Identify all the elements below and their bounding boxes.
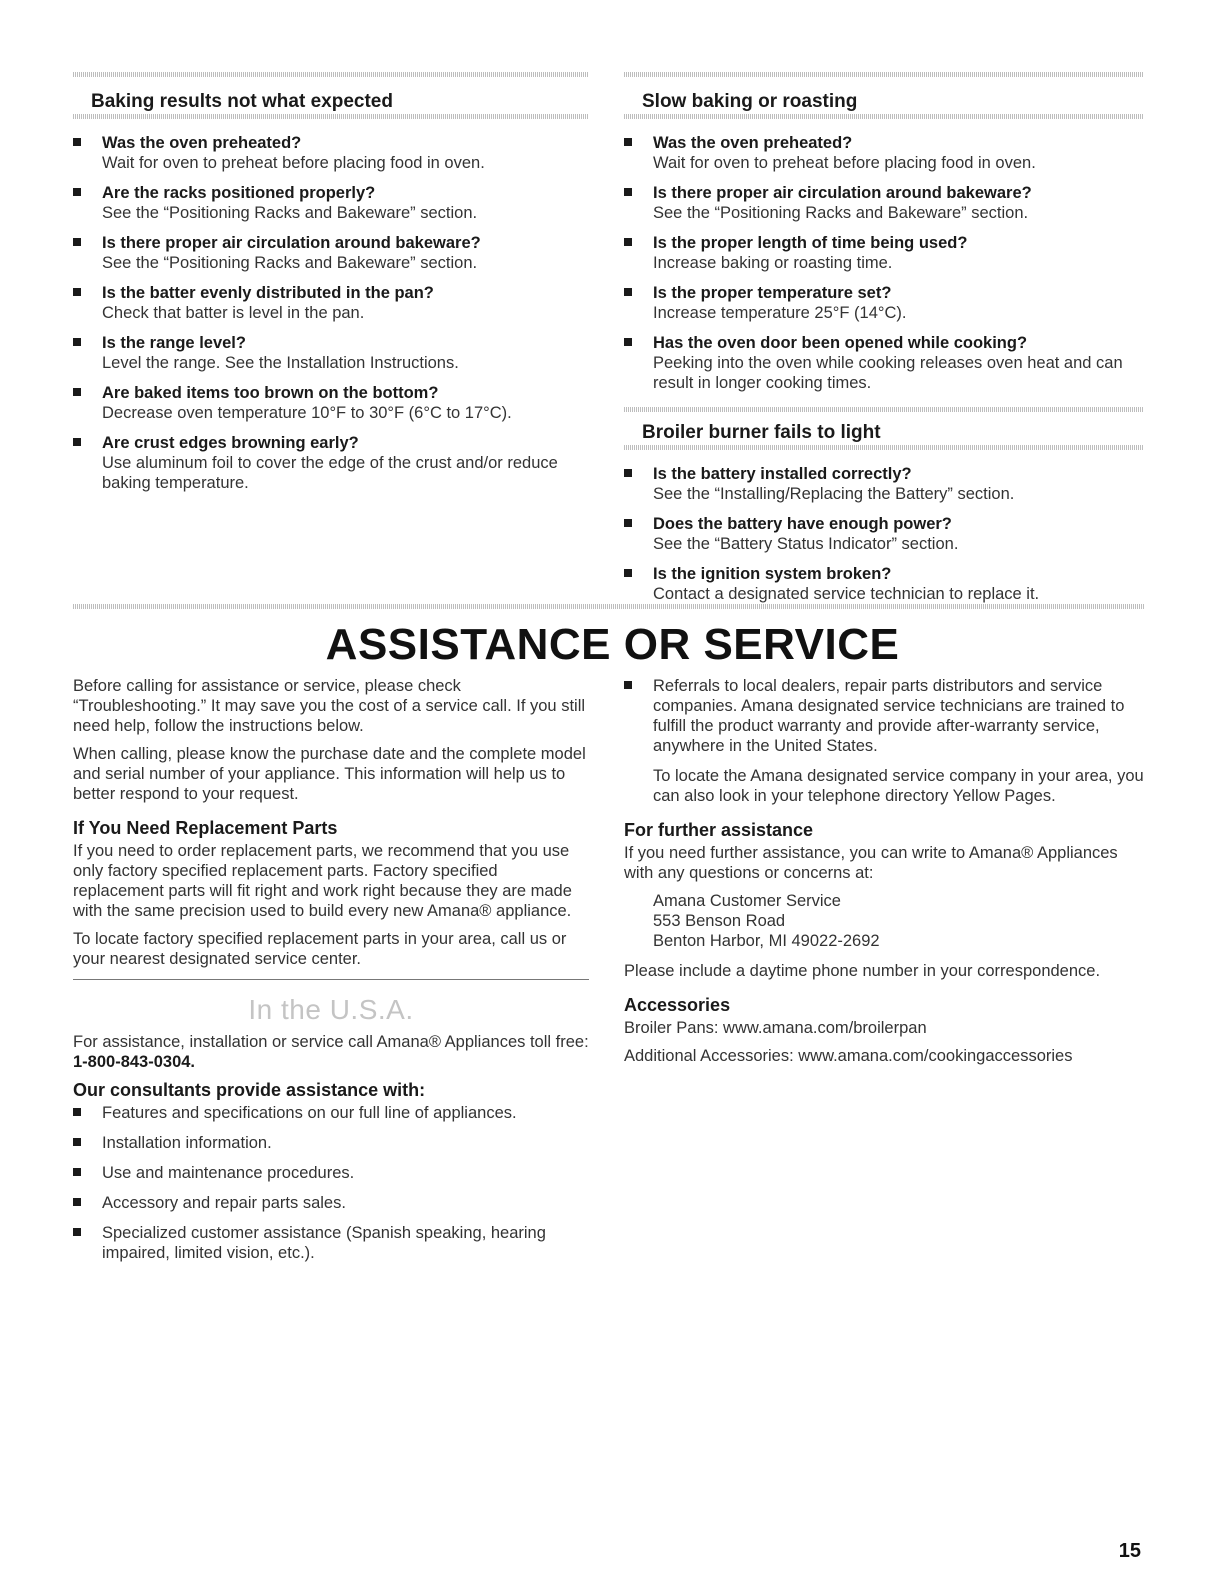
usa-text: For assistance, installation or service call Amana® Appliances toll free:: [73, 1033, 589, 1051]
list-item: [73, 383, 589, 423]
question: Does the battery have enough power?: [653, 515, 952, 533]
list-item: [73, 1163, 589, 1183]
section-heading: Slow baking or roasting: [642, 91, 858, 112]
question: Was the oven preheated?: [102, 134, 302, 152]
list-item: [73, 133, 589, 173]
list-item: [624, 333, 1144, 393]
address-line: 553 Benson Road: [653, 912, 786, 930]
list-item: [73, 433, 589, 493]
further-assistance-paragraph: If you need further assistance, you can write to Amana® Appliances with any questions or concerns at:: [624, 844, 1118, 882]
bullet-square-icon: [73, 388, 81, 396]
baking-results-section: [73, 72, 589, 503]
bullet-square-icon: [73, 438, 81, 446]
bullet-square-icon: [624, 519, 632, 527]
slow-question-list: [624, 133, 1144, 393]
list-item: [73, 183, 589, 223]
answer: Contact a designated service technician to replace it.: [653, 585, 1040, 603]
list-item-text: Referrals to local dealers, repair parts distributors and service companies. Amana designated service technicians are trained to fulfill the product warranty and provide after-warranty service, anywhere in the United States.: [653, 677, 1125, 755]
phone-number: 1-800-843-0304.: [73, 1053, 196, 1071]
question: Has the oven door been opened while cooking?: [653, 334, 1028, 352]
replacement-parts-heading: If You Need Replacement Parts: [73, 818, 338, 838]
bullet-square-icon: [73, 188, 81, 196]
question: Are the racks positioned properly?: [102, 184, 376, 202]
full-width-rule: [73, 604, 1144, 609]
bullet-square-icon: [73, 138, 81, 146]
bullet-square-icon: [73, 338, 81, 346]
consultants-list: [73, 1103, 589, 1263]
answer: Wait for oven to preheat before placing food in oven.: [102, 154, 485, 172]
address-line: Benton Harbor, MI 49022-2692: [653, 932, 880, 950]
assistance-right-column: [624, 676, 1144, 1074]
bullet-square-icon: [73, 238, 81, 246]
question: Is the proper temperature set?: [653, 284, 892, 302]
question: Is there proper air circulation around bakeware?: [653, 184, 1032, 202]
page-title: ASSISTANCE OR SERVICE: [325, 620, 900, 669]
answer: Decrease oven temperature 10°F to 30°F (6°C to 17°C).: [102, 404, 512, 422]
answer: See the “Positioning Racks and Bakeware” section.: [653, 204, 1029, 222]
bullet-square-icon: [624, 238, 632, 246]
assistance-left-column: [73, 676, 589, 1273]
bullet-square-icon: [73, 1168, 81, 1176]
list-item: [73, 1133, 589, 1153]
broiler-pans-link: Broiler Pans: www.amana.com/broilerpan: [624, 1019, 927, 1037]
broiler-question-list: [624, 464, 1144, 604]
list-item: [624, 676, 1144, 756]
section-rule-bottom: [73, 114, 589, 119]
question: Is there proper air circulation around bakeware?: [102, 234, 481, 252]
replacement-parts-paragraph: If you need to order replacement parts, we recommend that you use only factory specified replacement parts. Factory specified replacement parts will fit right and work right because they are made with the same precision used to build every new Amana® appliance.: [73, 842, 572, 920]
list-item-text: Specialized customer assistance (Spanish speaking, hearing impaired, limited vision, etc.).: [102, 1224, 546, 1262]
mailing-address: [624, 891, 1144, 951]
answer: Increase temperature 25°F (14°C).: [653, 304, 907, 322]
question: Is the batter evenly distributed in the pan?: [102, 284, 434, 302]
bullet-square-icon: [73, 1228, 81, 1236]
list-item: [73, 1103, 589, 1123]
answer: Level the range. See the Installation Instructions.: [102, 354, 459, 372]
replacement-parts-paragraph: To locate factory specified replacement parts in your area, call us or your nearest designated service center.: [73, 930, 567, 968]
answer: Peeking into the oven while cooking releases oven heat and can result in longer cooking times.: [653, 354, 1123, 392]
bullet-square-icon: [624, 681, 632, 689]
list-item: [73, 333, 589, 373]
bullet-square-icon: [624, 188, 632, 196]
referral-locate-paragraph: To locate the Amana designated service company in your area, you can also look in your telephone directory Yellow Pages.: [653, 767, 1144, 805]
question: Are crust edges browning early?: [102, 434, 359, 452]
list-item: [624, 564, 1144, 604]
bullet-square-icon: [624, 138, 632, 146]
question: Is the battery installed correctly?: [653, 465, 912, 483]
list-item: [624, 464, 1144, 504]
list-item: [73, 283, 589, 323]
answer: Wait for oven to preheat before placing food in oven.: [653, 154, 1036, 172]
accessories-heading: Accessories: [624, 995, 731, 1015]
answer: Check that batter is level in the pan.: [102, 304, 365, 322]
intro-paragraph: Before calling for assistance or service, please check “Troubleshooting.” It may save you the cost of a service call. If you still need help, follow the instructions below.: [73, 677, 586, 735]
answer: See the “Battery Status Indicator” section.: [653, 535, 959, 553]
list-item-text: Installation information.: [102, 1134, 272, 1152]
consultants-heading: Our consultants provide assistance with:: [73, 1080, 426, 1100]
answer: See the “Positioning Racks and Bakeware” section.: [102, 254, 478, 272]
question: Is the range level?: [102, 334, 246, 352]
answer: See the “Installing/Replacing the Battery” section.: [653, 485, 1015, 503]
bullet-square-icon: [73, 288, 81, 296]
bullet-square-icon: [624, 338, 632, 346]
section-rule-bottom: [624, 445, 1144, 450]
list-item: [73, 1223, 589, 1263]
question: Is the ignition system broken?: [653, 565, 892, 583]
section-rule-bottom: [624, 114, 1144, 119]
list-item: [73, 233, 589, 273]
section-heading: Baking results not what expected: [91, 91, 393, 112]
intro-paragraph: When calling, please know the purchase date and the complete model and serial number of your appliance. This information will help us to better respond to your request.: [73, 745, 586, 803]
list-item: [624, 283, 1144, 323]
bullet-square-icon: [624, 569, 632, 577]
slow-baking-section: [624, 72, 1144, 614]
usa-paragraph: [73, 1032, 589, 1072]
baking-question-list: [73, 133, 589, 493]
list-item: [624, 133, 1144, 173]
list-item: [624, 514, 1144, 554]
additional-accessories-link: Additional Accessories: www.amana.com/cookingaccessories: [624, 1047, 1073, 1065]
question: Was the oven preheated?: [653, 134, 853, 152]
list-item-text: Features and specifications on our full line of appliances.: [102, 1104, 517, 1122]
answer: Increase baking or roasting time.: [653, 254, 893, 272]
answer: Use aluminum foil to cover the edge of the crust and/or reduce baking temperature.: [102, 454, 558, 492]
further-assistance-heading: For further assistance: [624, 820, 814, 840]
bullet-square-icon: [624, 288, 632, 296]
list-item: [624, 183, 1144, 223]
question: Is the proper length of time being used?: [653, 234, 968, 252]
bullet-square-icon: [73, 1198, 81, 1206]
list-item-text: Accessory and repair parts sales.: [102, 1194, 346, 1212]
section-heading: Broiler burner fails to light: [642, 422, 881, 443]
bullet-square-icon: [73, 1108, 81, 1116]
list-item: [624, 233, 1144, 273]
referral-list: [624, 676, 1144, 756]
page-number: 15: [1118, 1540, 1141, 1562]
divider: [73, 979, 589, 980]
question: Are baked items too brown on the bottom?: [102, 384, 439, 402]
phone-note: Please include a daytime phone number in your correspondence.: [624, 962, 1101, 980]
list-item: [73, 1193, 589, 1213]
list-item-text: Use and maintenance procedures.: [102, 1164, 355, 1182]
answer: See the “Positioning Racks and Bakeware” section.: [102, 204, 478, 222]
address-line: Amana Customer Service: [653, 892, 841, 910]
usa-heading: In the U.S.A.: [248, 994, 414, 1025]
bullet-square-icon: [624, 469, 632, 477]
bullet-square-icon: [73, 1138, 81, 1146]
